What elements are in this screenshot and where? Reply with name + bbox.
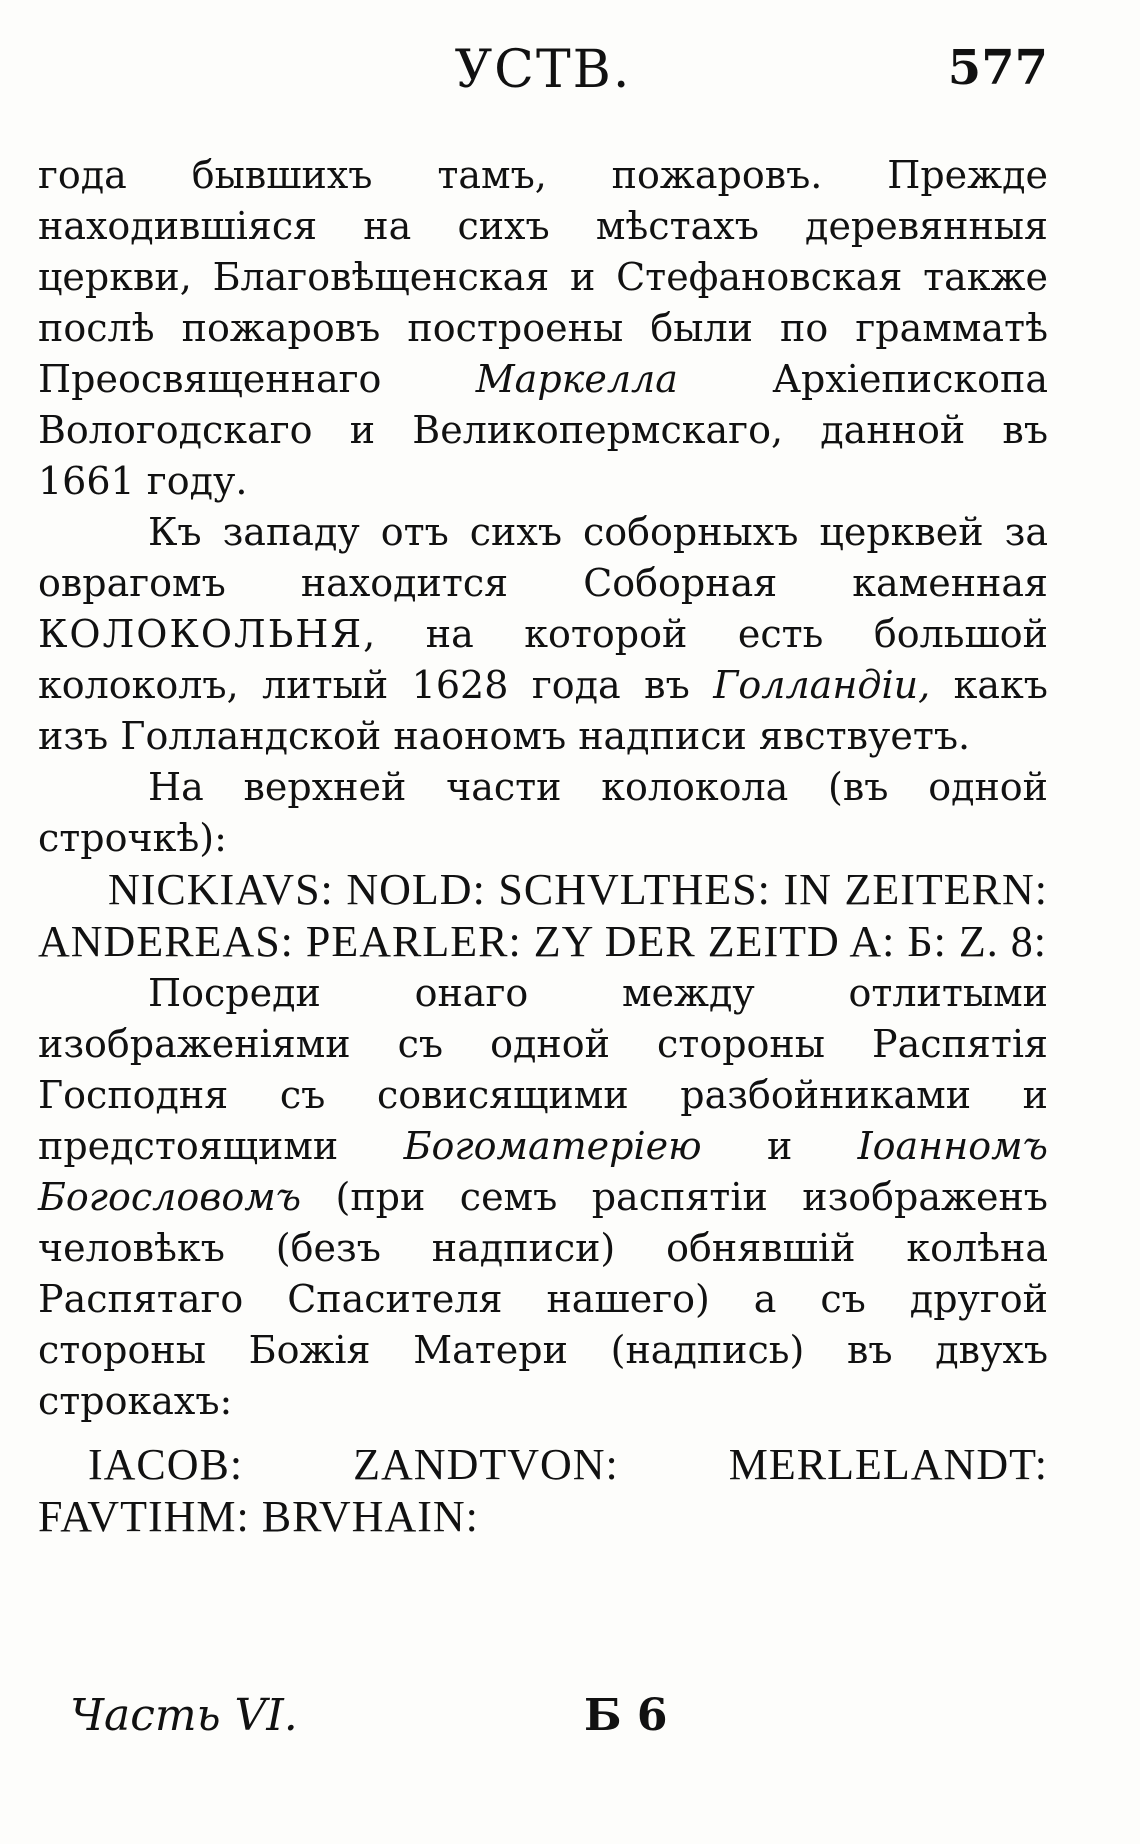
- paragraph-2-place: Голландіи,: [713, 663, 931, 707]
- body-text: [38, 150, 1048, 1543]
- paragraph-4: [38, 968, 1048, 1427]
- inscription-2: IACOB: ZANDTVON: MERLELANDT: FAVTIHM: BRVHAIN:: [38, 1440, 1048, 1541]
- paragraph-4-text-b: и: [766, 1124, 793, 1168]
- paragraph-4-italic-2: Іоанномъ Богословомъ: [38, 1124, 1048, 1219]
- page-number: 577: [947, 40, 1048, 96]
- inscription-1: NICKIAVS: NOLD: SCHVLTHES: IN ZEITERN: ANDEREAS: PEARLER: ZY DER ZEITD A: Б: Z. 8:: [38, 865, 1048, 966]
- signature-mark: Б 6: [584, 1690, 668, 1741]
- paragraph-2-caps: КОЛОКОЛЬНЯ: [38, 612, 364, 656]
- page-header: [38, 40, 1048, 110]
- paragraph-1-text: года бывшихъ тамъ, пожаровъ. Прежде находившіяся на сихъ мѣстахъ деревянныя церкви, Благовѣщенская и Стефановская также послѣ пожаровъ построены были по грамматѣ Преосвященнаго: [38, 153, 1048, 401]
- paragraph-2-text-a: Къ западу отъ сихъ соборныхъ церквей за оврагомъ находится Соборная каменная: [38, 510, 1048, 605]
- paragraph-1-name: Маркелла: [475, 357, 678, 401]
- paragraph-1-rest: Архіепископа Вологодскаго и Великопермскаго, данной въ 1661 году.: [38, 357, 1048, 503]
- volume-label: Часть VI.: [70, 1690, 298, 1741]
- paragraph-4-italic-1: Богоматеріею: [403, 1124, 702, 1168]
- paragraph-2-text-b: , на которой есть большой колоколъ, литый 1628 года въ: [38, 612, 1048, 707]
- paragraph-2: [38, 507, 1048, 762]
- paragraph-2-text-c: какъ изъ Голландской наономъ надписи явствуетъ.: [38, 663, 1048, 758]
- paragraph-4-text-c: (при семъ распятіи изображенъ человѣкъ (безъ надписи) обнявшій колѣна Распятаго Спасителя нашего) а съ другой стороны Божія Матери (надпись) въ двухъ строкахъ:: [38, 1175, 1048, 1423]
- running-head: УСТВ.: [454, 40, 632, 100]
- paragraph-3: На верхней части колокола (въ одной строчкѣ):: [38, 765, 1048, 860]
- paragraph-4-text-a: Посреди онаго между отлитыми изображеніями съ одной стороны Распятія Господня съ совисящими разбойниками и предстоящими: [38, 971, 1048, 1168]
- page-footer: [70, 1690, 770, 1741]
- paragraph-1: [38, 150, 1048, 507]
